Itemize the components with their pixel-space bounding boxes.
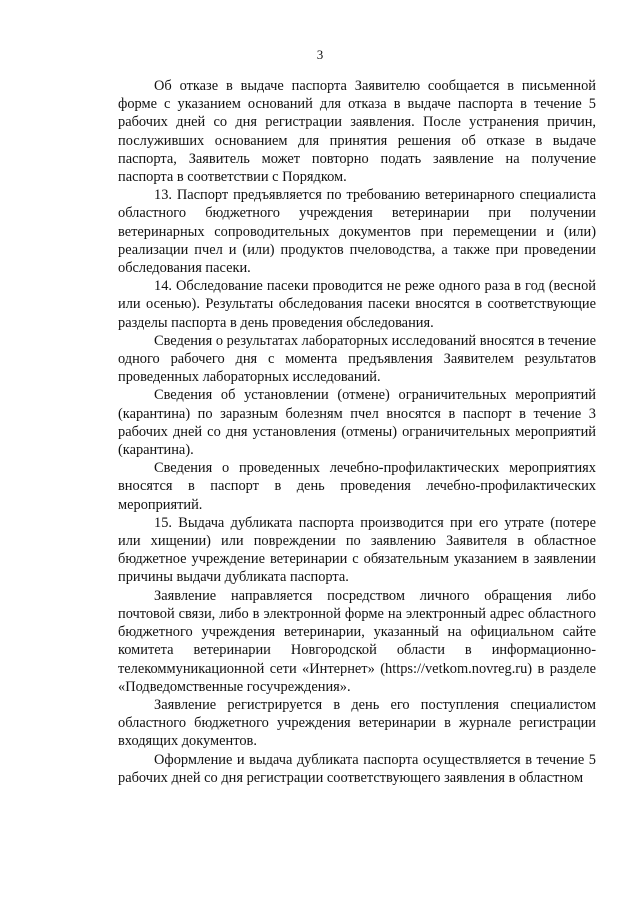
page-number: 3 xyxy=(316,47,324,62)
paragraph-15-duplicate-issuance: 15. Выдача дубликата паспорта производится при его утрате (потере или хищении) или повреждении по заявлению Заявителя в областное бюджетное учреждение ветеринарии с обязательным указанием в заявлении причины выдачи дубликата паспорта. xyxy=(118,514,596,586)
paragraph-duplicate-processing: Оформление и выдача дубликата паспорта осуществляется в течение 5 рабочих дней со дня регистрации соответствующего заявления в областном xyxy=(118,751,596,786)
paragraph-quarantine: Сведения об установлении (отмене) ограничительных мероприятий (карантина) по заразным болезням пчел вносятся в паспорт в течение 3 рабочих дней со дня установления (отмены) ограничительных мероприятий (карантина). xyxy=(118,387,596,459)
paragraph-refusal-notice: Об отказе в выдаче паспорта Заявителю сообщается в письменной форме с указанием оснований для отказа в выдаче паспорта в течение 5 рабочих дней со дня регистрации заявления. После устранения причин, послуживших основанием для принятия решения об отказе в выдаче паспорта, Заявитель может повторно подать заявление на получение паспорта в соответствии с Порядком. xyxy=(118,78,596,186)
paragraph-treatment-measures: Сведения о проведенных лечебно-профилактических мероприятиях вносятся в паспорт в день проведения лечебно-профилактических мероприятий. xyxy=(118,460,596,513)
paragraph-application-submission: Заявление направляется посредством личного обращения либо почтовой связи, либо в электронной форме на электронный адрес областного бюджетного учреждения ветеринарии, указанный на официальном сайте комитета ветеринарии Новгородской области в информационно-телекоммуникационной сети «Интернет» (https://vetkom.novreg.ru) в разделе «Подведомственные госучреждения». xyxy=(118,587,596,695)
paragraph-application-registration: Заявление регистрируется в день его поступления специалистом областного бюджетного учреждения ветеринарии в журнале регистрации входящих документов. xyxy=(118,696,596,750)
paragraph-14-apiary-inspection: 14. Обследование пасеки проводится не реже одного раза в год (весной или осенью). Результаты обследования пасеки вносятся в соответствующие разделы паспорта в день проведения обследования. xyxy=(118,278,596,331)
paragraph-13-passport-presentation: 13. Паспорт предъявляется по требованию ветеринарного специалиста областного бюджетного учреждения ветеринарии при получении ветеринарных сопроводительных документов при перемещении и (или) реализации пчел и (или) продуктов пчеловодства, а также при проведении обследования пасеки. xyxy=(118,187,596,277)
paragraph-lab-results: Сведения о результатах лабораторных исследований вносятся в течение одного рабочего дня с момента предъявления Заявителем результатов проведенных лабораторных исследований. xyxy=(118,332,596,386)
document-body xyxy=(118,77,596,787)
